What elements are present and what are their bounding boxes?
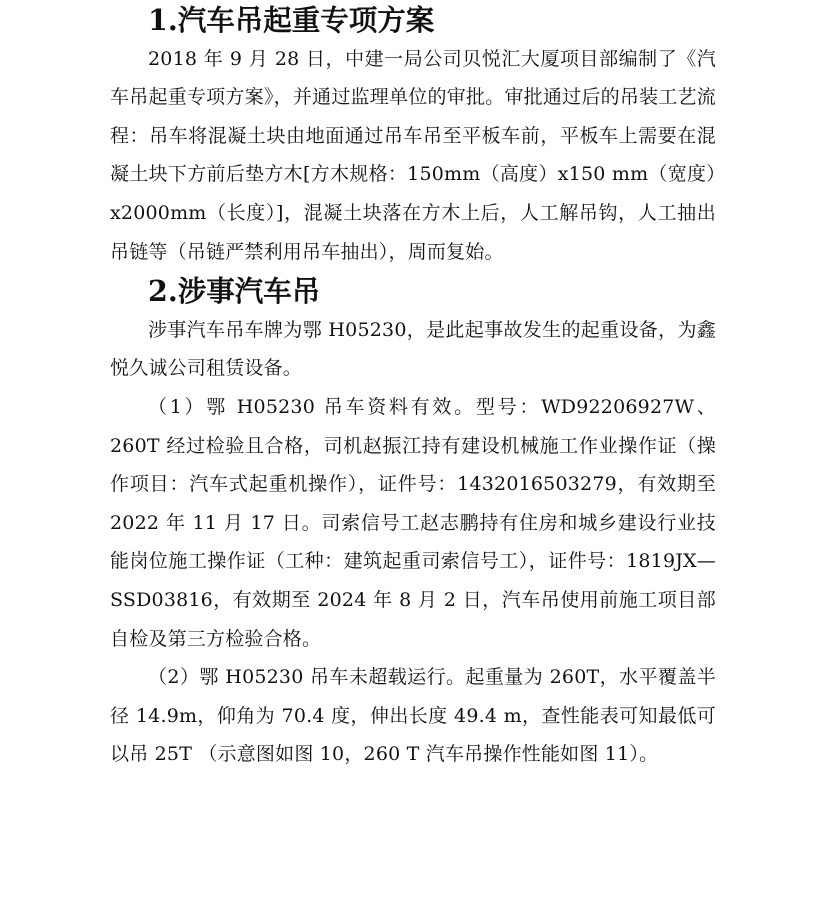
section-crane-plan xyxy=(110,0,716,271)
paragraph-crane-documents: （1）鄂 H05230 吊车资料有效。型号：WD92206927W、260T 经过检验且合格，司机赵振江持有建设机械施工作业操作证（操作项目：汽车式起重机操作），证件号：1432016503279，有效期至 2022 年 11 月 17 日。司索信号工赵志鹏持有住房和城乡建设行业技能岗位施工操作证（工种：建筑起重司索信号工），证件号：1819JX—SSD03816，有效期至 2024 年 8 月 2 日，汽车吊使用前施工项目部自检及第三方检验合格。 xyxy=(110,395,716,650)
document-page xyxy=(110,0,716,774)
section-involved-crane xyxy=(110,271,716,774)
paragraph-crane-load: （2）鄂 H05230 吊车未超载运行。起重量为 260T，水平覆盖半径 14.9m，仰角为 70.4 度，伸出长度 49.4 m，查性能表可知最低可以吊 25T （示意图如图 10，260 T 汽车吊操作性能如图 11）。 xyxy=(110,666,716,766)
paragraph-crane-plan-process: 2018 年 9 月 28 日，中建一局公司贝悦汇大厦项目部编制了《汽车吊起重专项方案》，并通过监理单位的审批。审批通过后的吊装工艺流程：吊车将混凝土块由地面通过吊车吊至平板车前，平板车上需要在混凝土块下方前后垫方木[方木规格：150mm（高度）x150 mm（宽度）x2000mm（长度）]，混凝土块落在方木上后，人工解吊钩，人工抽出吊链等（吊链严禁利用吊车抽出），周而复始。 xyxy=(110,47,716,263)
section-heading-involved-crane: 2.涉事汽车吊 xyxy=(148,274,321,309)
section-heading-crane-plan: 1.汽车吊起重专项方案 xyxy=(148,3,435,37)
paragraph-crane-plate: 涉事汽车吊车牌为鄂 H05230，是此起事故发生的起重设备，为鑫悦久诚公司租赁设备。 xyxy=(110,318,716,380)
